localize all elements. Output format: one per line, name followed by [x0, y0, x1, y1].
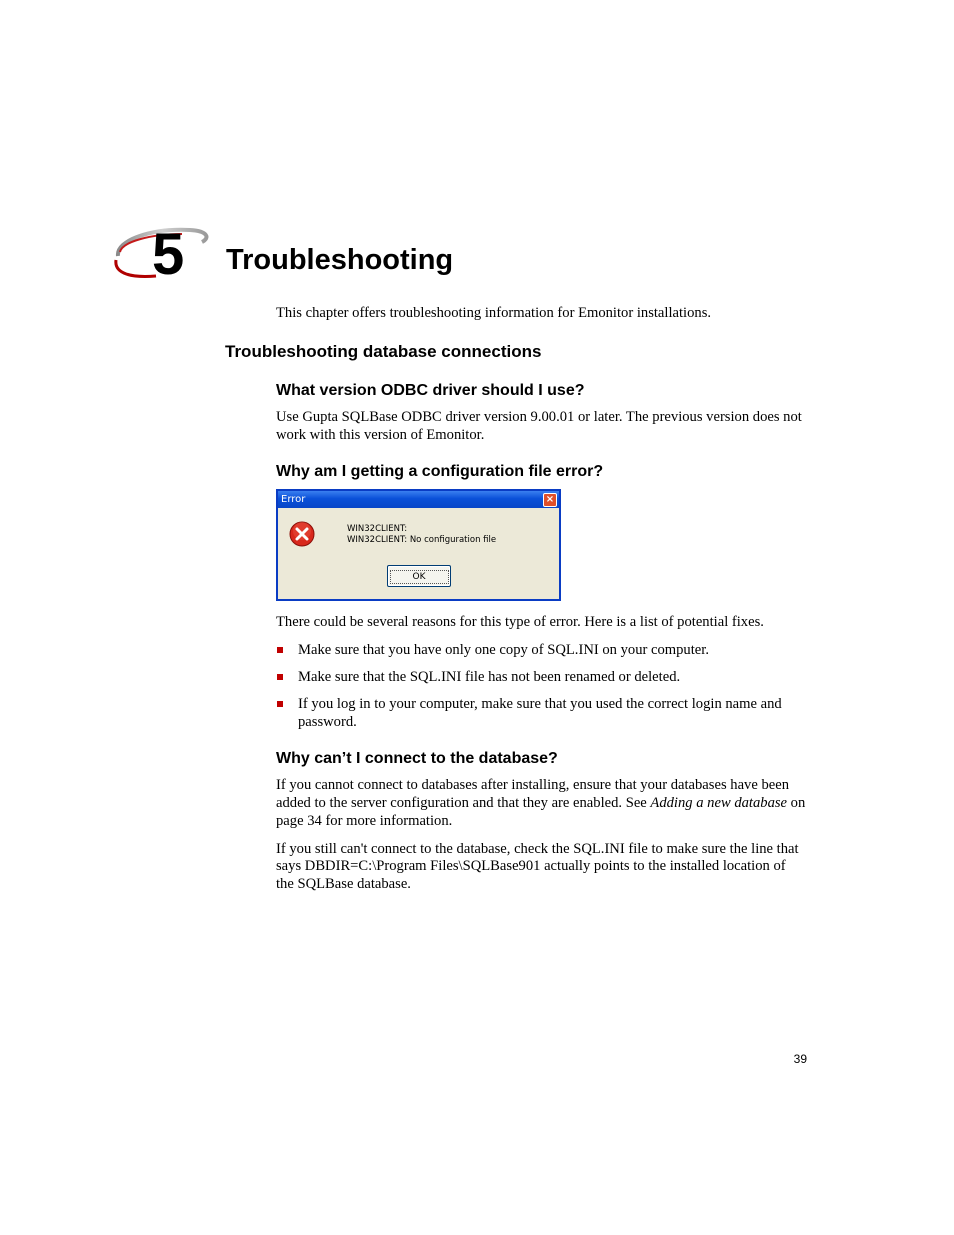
bullet-marker: [277, 701, 283, 707]
bullet-marker: [277, 674, 283, 680]
ok-button[interactable]: [387, 565, 451, 587]
connect-p1-line2: [276, 794, 805, 812]
chapter-title: Troubleshooting: [226, 244, 454, 276]
connect-p2-line2: says DBDIR=C:\Program Files\SQLBase901 actually points to the installed location of: [276, 858, 786, 874]
error-dialog: [276, 489, 561, 601]
bullet-marker: [277, 647, 283, 653]
list-item: Make sure that you have only one copy of SQL.INI on your computer.: [298, 642, 709, 658]
connect-p1-line2-pre: added to the server configuration and that they are enabled. See: [276, 795, 651, 811]
list-item-continuation: password.: [298, 714, 357, 730]
dialog-title-bar[interactable]: [278, 491, 559, 508]
config-error-heading: Why am I getting a configuration file error?: [276, 463, 604, 480]
close-icon[interactable]: ×: [543, 493, 557, 507]
ok-button-label: OK: [390, 570, 449, 584]
odbc-text-line2: work with this version of Emonitor.: [276, 427, 485, 443]
dialog-message-line1: WIN32CLIENT:: [347, 524, 408, 534]
list-item: Make sure that the SQL.INI file has not been renamed or deleted.: [298, 669, 681, 685]
chapter-number-badge: [112, 222, 212, 292]
list-item: If you log in to your computer, make sure that you used the correct login name and: [298, 696, 782, 712]
odbc-heading: What version ODBC driver should I use?: [276, 382, 585, 399]
error-icon: [289, 521, 315, 547]
connect-p1-line3: page 34 for more information.: [276, 813, 453, 829]
section-heading: Troubleshooting database connections: [225, 342, 542, 361]
dialog-message: [347, 524, 496, 546]
connect-p1-line1: If you cannot connect to databases after installing, ensure that your databases have been: [276, 777, 790, 793]
cross-reference-link[interactable]: Adding a new database: [650, 795, 788, 811]
odbc-text-line1: Use Gupta SQLBase ODBC driver version 9.00.01 or later. The previous version does not: [276, 409, 802, 425]
connect-heading: Why can’t I connect to the database?: [276, 750, 558, 767]
connect-p2-line3: the SQLBase database.: [276, 876, 411, 892]
connect-p1-line2-post: on: [787, 795, 806, 811]
page-number: 39: [793, 1052, 807, 1066]
intro-text: This chapter offers troubleshooting information for Emonitor installations.: [276, 305, 712, 321]
chapter-number: 5: [152, 222, 185, 287]
connect-p2-line1: If you still can't connect to the database, check the SQL.INI file to make sure the line that: [276, 841, 799, 857]
dialog-message-line2: WIN32CLIENT: No configuration file: [347, 535, 497, 545]
config-error-text: There could be several reasons for this type of error. Here is a list of potential fixes.: [276, 614, 764, 630]
dialog-title: Error: [281, 494, 306, 505]
